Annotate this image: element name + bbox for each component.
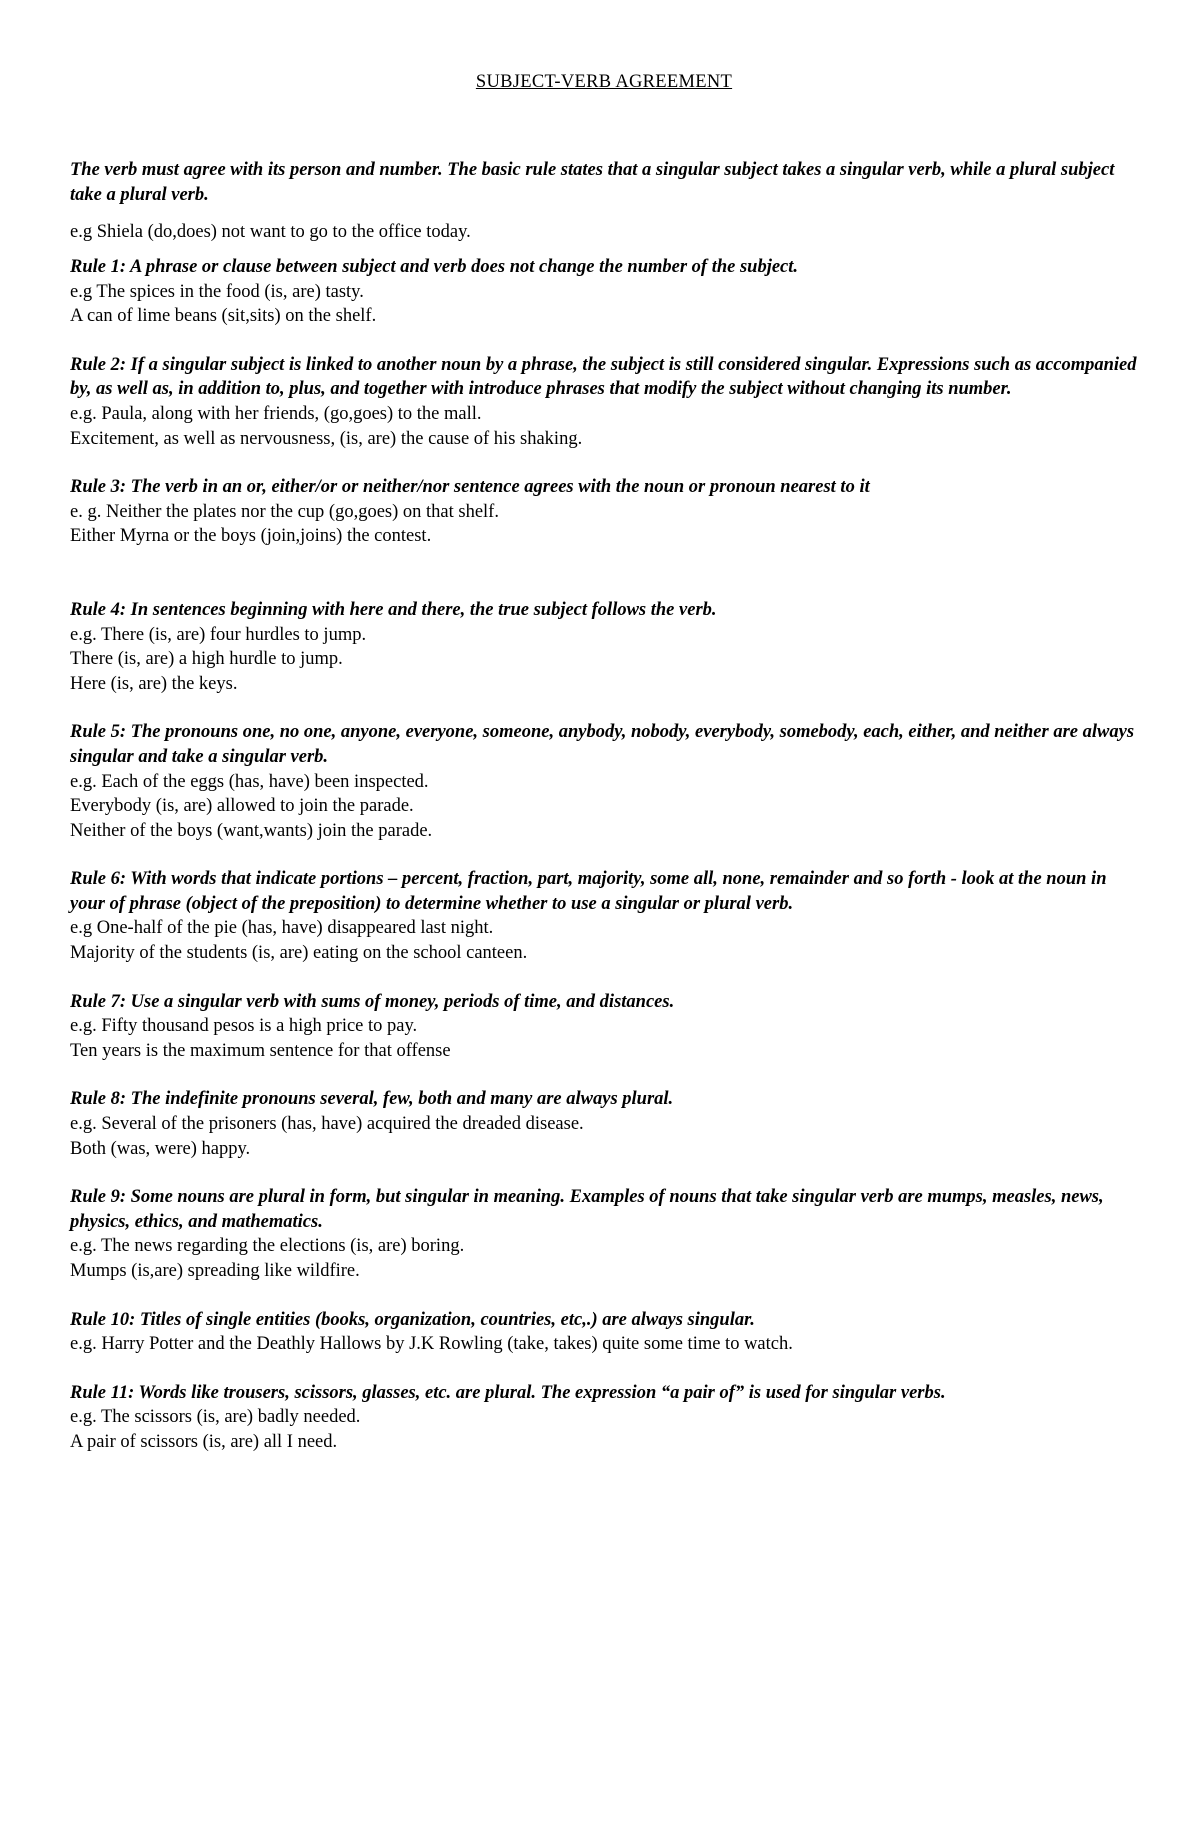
rule-example: e.g. Harry Potter and the Deathly Hallows by J.K Rowling (take, takes) quite some time to watch. — [70, 1334, 793, 1355]
intro-example: e.g Shiela (do,does) not want to go to the office today. — [70, 222, 471, 242]
rule-example: Both (was, were) happy. — [70, 1138, 251, 1159]
rule-heading: Rule 3: The verb in an or, either/or or neither/nor sentence agrees with the noun or pronoun nearest to it — [70, 477, 870, 498]
rule-example: e.g. Each of the eggs (has, have) been inspected. — [70, 771, 429, 792]
rule-example: e.g The spices in the food (is, are) tasty. — [70, 281, 364, 302]
rule-example: e.g. Fifty thousand pesos is a high price to pay. — [70, 1016, 418, 1037]
rule-6 — [70, 867, 1138, 965]
rule-heading: Rule 7: Use a singular verb with sums of money, periods of time, and distances. — [70, 991, 675, 1012]
rule-example: e.g. The scissors (is, are) badly needed. — [70, 1407, 361, 1428]
rule-3 — [70, 475, 1138, 549]
rule-10 — [70, 1308, 1138, 1357]
rule-example: e.g One-half of the pie (has, have) disappeared last night. — [70, 918, 494, 939]
rule-9 — [70, 1185, 1138, 1283]
rule-example: Majority of the students (is, are) eating on the school canteen. — [70, 943, 528, 964]
rule-heading: Rule 11: Words like trousers, scissors, glasses, etc. are plural. The expression “a pair of” is used for singular verbs. — [70, 1382, 946, 1403]
rule-7 — [70, 990, 1138, 1064]
rule-example: e.g. Paula, along with her friends, (go,goes) to the mall. — [70, 403, 482, 424]
rule-heading: Rule 10: Titles of single entities (books, organization, countries, etc,.) are always singular. — [70, 1309, 755, 1330]
document-title: SUBJECT-VERB AGREEMENT — [475, 72, 733, 92]
rule-example: There (is, are) a high hurdle to jump. — [70, 649, 343, 670]
rule-example: Neither of the boys (want,wants) join the parade. — [70, 820, 433, 841]
rule-1 — [70, 255, 1138, 329]
rule-5 — [70, 720, 1138, 843]
rule-example: A pair of scissors (is, are) all I need. — [70, 1431, 338, 1452]
rule-example: Here (is, are) the keys. — [70, 673, 238, 694]
rule-example: e.g. There (is, are) four hurdles to jump. — [70, 624, 367, 645]
rule-2 — [70, 353, 1138, 451]
rule-heading: Rule 4: In sentences beginning with here and there, the true subject follows the verb. — [70, 599, 717, 620]
rule-heading: Rule 9: Some nouns are plural in form, but singular in meaning. Examples of nouns that take singular verb are mumps, measles, news, physics, ethics, and mathematics. — [70, 1187, 1104, 1232]
rule-example: e.g. The news regarding the elections (is, are) boring. — [70, 1236, 465, 1257]
rule-heading: Rule 8: The indefinite pronouns several, few, both and many are always plural. — [70, 1089, 674, 1110]
rule-heading: Rule 1: A phrase or clause between subject and verb does not change the number of the subject. — [70, 257, 799, 277]
rule-example: e. g. Neither the plates nor the cup (go,goes) on that shelf. — [70, 501, 499, 522]
rule-4 — [70, 598, 1138, 696]
rule-example: Excitement, as well as nervousness, (is, are) the cause of his shaking. — [70, 428, 583, 449]
rule-example: Ten years is the maximum sentence for that offense — [70, 1040, 451, 1061]
rule-example: Everybody (is, are) allowed to join the parade. — [70, 796, 414, 817]
rule-example: Either Myrna or the boys (join,joins) the contest. — [70, 526, 432, 547]
rule-heading: Rule 5: The pronouns one, no one, anyone, everyone, someone, anybody, nobody, everybody, somebody, each, either, and neither are always singular and take a singular verb. — [70, 722, 1135, 767]
rule-heading: Rule 2: If a singular subject is linked to another noun by a phrase, the subject is still considered singular. Expressions such as accompanied by, as well as, in addition to, plus, and together with introduce phrases that modify the subject without changing its number. — [70, 354, 1137, 400]
rule-11 — [70, 1381, 1138, 1455]
intro-text: The verb must agree with its person and number. The basic rule states that a singular subject takes a singular verb, while a plural subject take a plural verb. — [70, 160, 1115, 205]
rule-example: Mumps (is,are) spreading like wildfire. — [70, 1261, 360, 1281]
rule-example: A can of lime beans (sit,sits) on the shelf. — [70, 306, 377, 327]
rule-8 — [70, 1087, 1138, 1161]
rule-heading: Rule 6: With words that indicate portions – percent, fraction, part, majority, some all, none, remainder and so forth - look at the noun in your of phrase (object of the preposition) to determine whether to use a singular or plural verb. — [70, 869, 1107, 914]
rule-example: e.g. Several of the prisoners (has, have) acquired the dreaded disease. — [70, 1114, 584, 1135]
